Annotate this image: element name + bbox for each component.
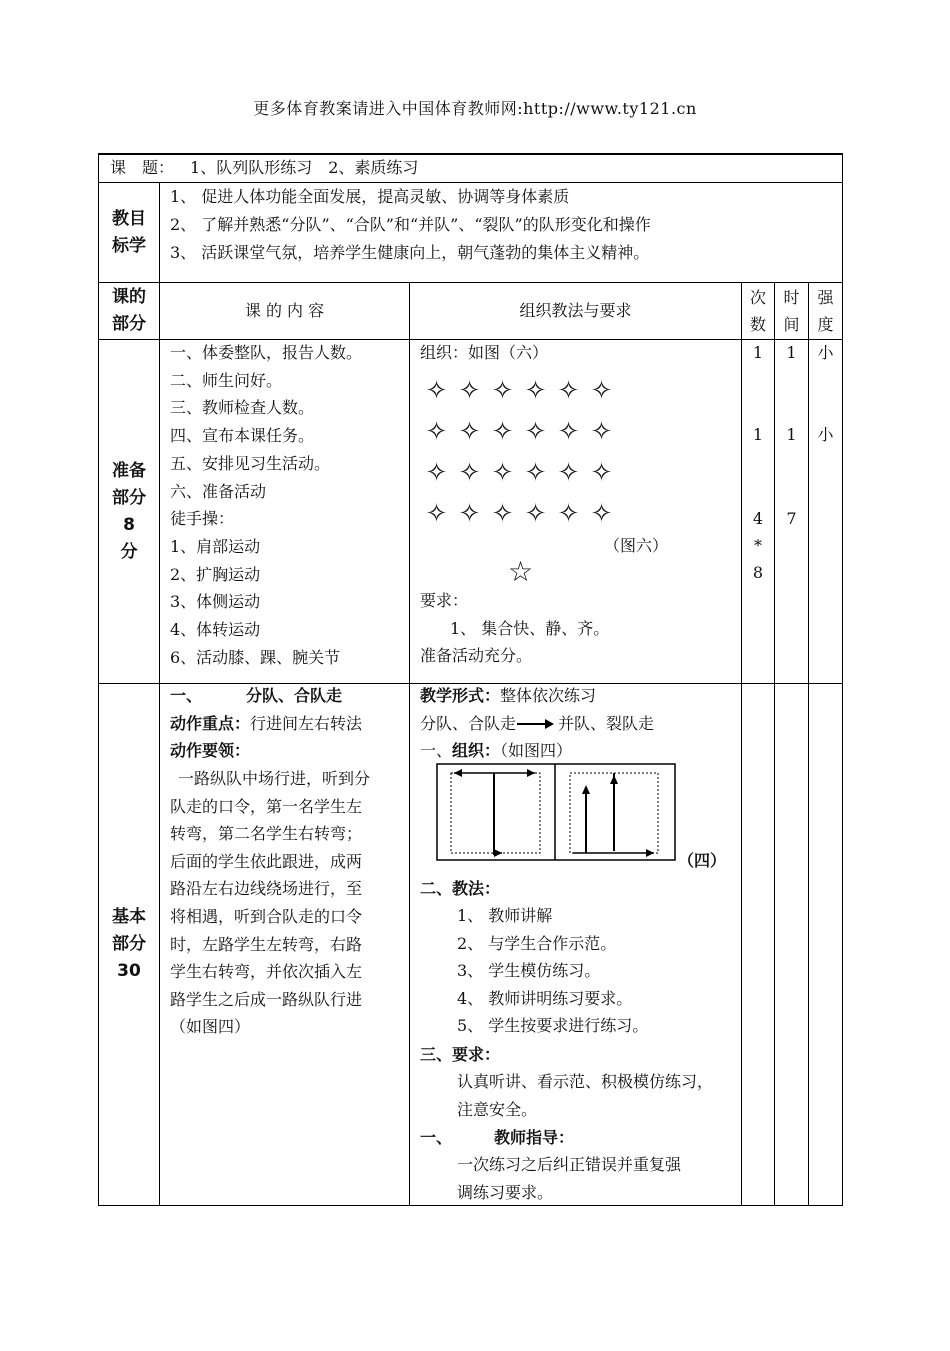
basic-guide: 一、 教师指导： (420, 1128, 575, 1147)
objectives-label: 教目 标学 (112, 208, 146, 256)
header-times: 次 数 (749, 288, 766, 334)
student-star-icon: ✧ (458, 499, 481, 529)
header-content: 课 的 内 容 (244, 301, 325, 321)
teacher-star-icon: ☆ (508, 555, 534, 588)
col-divider (409, 282, 410, 1206)
content-line: 后面的学生依此跟进，成两 (170, 851, 363, 871)
content-line: 将相遇，听到合队走的口令 (170, 906, 363, 926)
student-star-icon: ✧ (458, 376, 481, 406)
formation-flow: 分队、合队走 并队、裂队走 (420, 714, 655, 733)
list-item: 二、师生问好。 (170, 370, 283, 390)
list-item: 四、宣布本课任务。 (170, 426, 315, 446)
list-item: 3、体侧运动 (170, 592, 261, 612)
list-item: 一次练习之后纠正错误并重复强 (457, 1155, 682, 1174)
student-star-icon: ✧ (590, 376, 613, 406)
star-row (420, 413, 618, 454)
list-item: 3、 学生模仿练习。 (457, 961, 601, 981)
student-star-icon: ✧ (491, 417, 514, 447)
list-item: 五、安排见习生活动。 (170, 453, 331, 473)
teaching-form: 教学形式：整体依次练习 (420, 686, 597, 705)
figure-caption: （图六） (604, 536, 669, 555)
list-item: 三、教师检查人数。 (170, 398, 315, 418)
student-star-icon: ✧ (491, 499, 514, 529)
list-item: 注意安全。 (457, 1099, 538, 1119)
basic-title: 一、 分队、合队走 (170, 686, 343, 705)
list-item: 1、 教师讲解 (457, 906, 553, 925)
content-line: 一路纵队中场行进，听到分 (178, 769, 371, 788)
student-star-icon: ✧ (557, 376, 580, 406)
basic-req-list (457, 1068, 713, 1123)
basic-essentials-label: 动作要领： (170, 741, 251, 760)
basic-method-label: 二、教法： (420, 879, 501, 898)
prep-req-line: 1、 集合快、静、齐。 (450, 619, 610, 638)
student-star-icon: ✧ (557, 499, 580, 529)
student-star-icon: ✧ (590, 458, 613, 488)
content-line: 转弯，第二名学生右转弯； (170, 824, 363, 844)
list-item: 1、肩部运动 (170, 536, 261, 556)
header-method: 组织教法与要求 (519, 301, 632, 321)
header-intensity: 强 度 (817, 288, 834, 334)
header-time: 时 间 (783, 288, 800, 334)
prep-part-label: 准备 部分 8 分 (112, 460, 146, 562)
student-star-icon: ✧ (524, 499, 547, 529)
content-line: 队走的口令，第一名学生左 (170, 796, 363, 816)
content-line: 时，左路学生左转弯，右路 (170, 934, 363, 954)
header-part: 课的 部分 (112, 287, 146, 334)
student-star-icon: ✧ (524, 417, 547, 447)
prep-req-line: 准备活动充分。 (420, 646, 533, 665)
objective-item: 3、 活跃课堂气氛，培养学生健康向上，朝气蓬勃的集体主义精神。 (170, 243, 650, 262)
arrow-right-icon (517, 717, 555, 731)
student-star-icon: ✧ (491, 458, 514, 488)
topic-row (110, 154, 418, 182)
formation-diagram (436, 763, 678, 863)
student-star-icon: ✧ (425, 458, 448, 488)
content-line: 学生右转弯，并依次插入左 (170, 962, 363, 982)
objectives-list (170, 183, 651, 267)
objective-item: 2、 了解并熟悉“分队”、“合队”和“并队”、“裂队”的队形变化和操作 (170, 215, 651, 234)
objective-item: 1、 促进人体功能全面发展，提高灵敏、协调等身体素质 (170, 187, 570, 206)
list-item: 一、体委整队，报告人数。 (170, 343, 363, 362)
basic-method-list (457, 902, 648, 1040)
student-star-icon: ✧ (524, 458, 547, 488)
basic-org: 一、组织：（如图四） (420, 741, 573, 760)
content-line: 路沿左右边线绕场进行，至 (170, 879, 363, 899)
content-line: （如图四） (170, 1017, 251, 1037)
prep-org-label: 组织：如图（六） (420, 343, 549, 362)
list-item: 2、 与学生合作示范。 (457, 933, 617, 953)
prep-intensity: 小 小 (817, 343, 834, 444)
basic-req-label: 三、要求： (420, 1045, 501, 1064)
student-star-icon: ✧ (590, 499, 613, 529)
list-item: 2、扩胸运动 (170, 564, 261, 584)
basic-key-point: 动作重点：行进间左右转法 (170, 714, 363, 733)
prep-content (170, 339, 362, 671)
list-item: 6、活动膝、踝、腕关节 (170, 647, 341, 667)
basic-part-label: 基本 部分 30 (112, 907, 146, 981)
list-item: 六、准备活动 (170, 481, 267, 501)
prep-time: 1 1 7 (786, 343, 797, 528)
student-star-icon: ✧ (458, 458, 481, 488)
student-star-icon: ✧ (491, 376, 514, 406)
content-line: 路学生之后成一路纵队行进 (170, 989, 363, 1009)
list-item: 认真听讲、看示范、积极模仿练习， (457, 1072, 714, 1091)
topic-items: 1、队列队形练习 2、素质练习 (190, 158, 419, 177)
table-right-border (842, 153, 843, 1206)
prep-req-label: 要求： (420, 591, 469, 610)
student-star-icon: ✧ (557, 458, 580, 488)
student-star-icon: ✧ (425, 376, 448, 406)
basic-content (170, 765, 406, 1041)
list-item: 调练习要求。 (457, 1182, 554, 1202)
list-item: 4、体转运动 (170, 620, 261, 640)
diagram-label: （四） (678, 851, 727, 870)
student-star-icon: ✧ (524, 376, 547, 406)
list-item: 5、 学生按要求进行练习。 (457, 1016, 649, 1036)
basic-guide-list (457, 1151, 681, 1206)
student-star-icon: ✧ (590, 417, 613, 447)
student-star-icon: ✧ (458, 417, 481, 447)
star-row (420, 454, 618, 495)
list-item: 4、 教师讲明练习要求。 (457, 988, 633, 1008)
list-item: 徒手操： (170, 509, 235, 529)
student-star-icon: ✧ (425, 499, 448, 529)
formation-stars (420, 372, 618, 536)
student-star-icon: ✧ (557, 417, 580, 447)
topic-label: 课 题： (110, 158, 175, 177)
student-star-icon: ✧ (425, 417, 448, 447)
prep-times: 1 1 4 * 8 (752, 343, 764, 582)
star-row (420, 495, 618, 536)
page-header: 更多体育教案请进入中国体育教师网:http://www.ty121.cn (253, 99, 697, 118)
star-row (420, 372, 618, 413)
